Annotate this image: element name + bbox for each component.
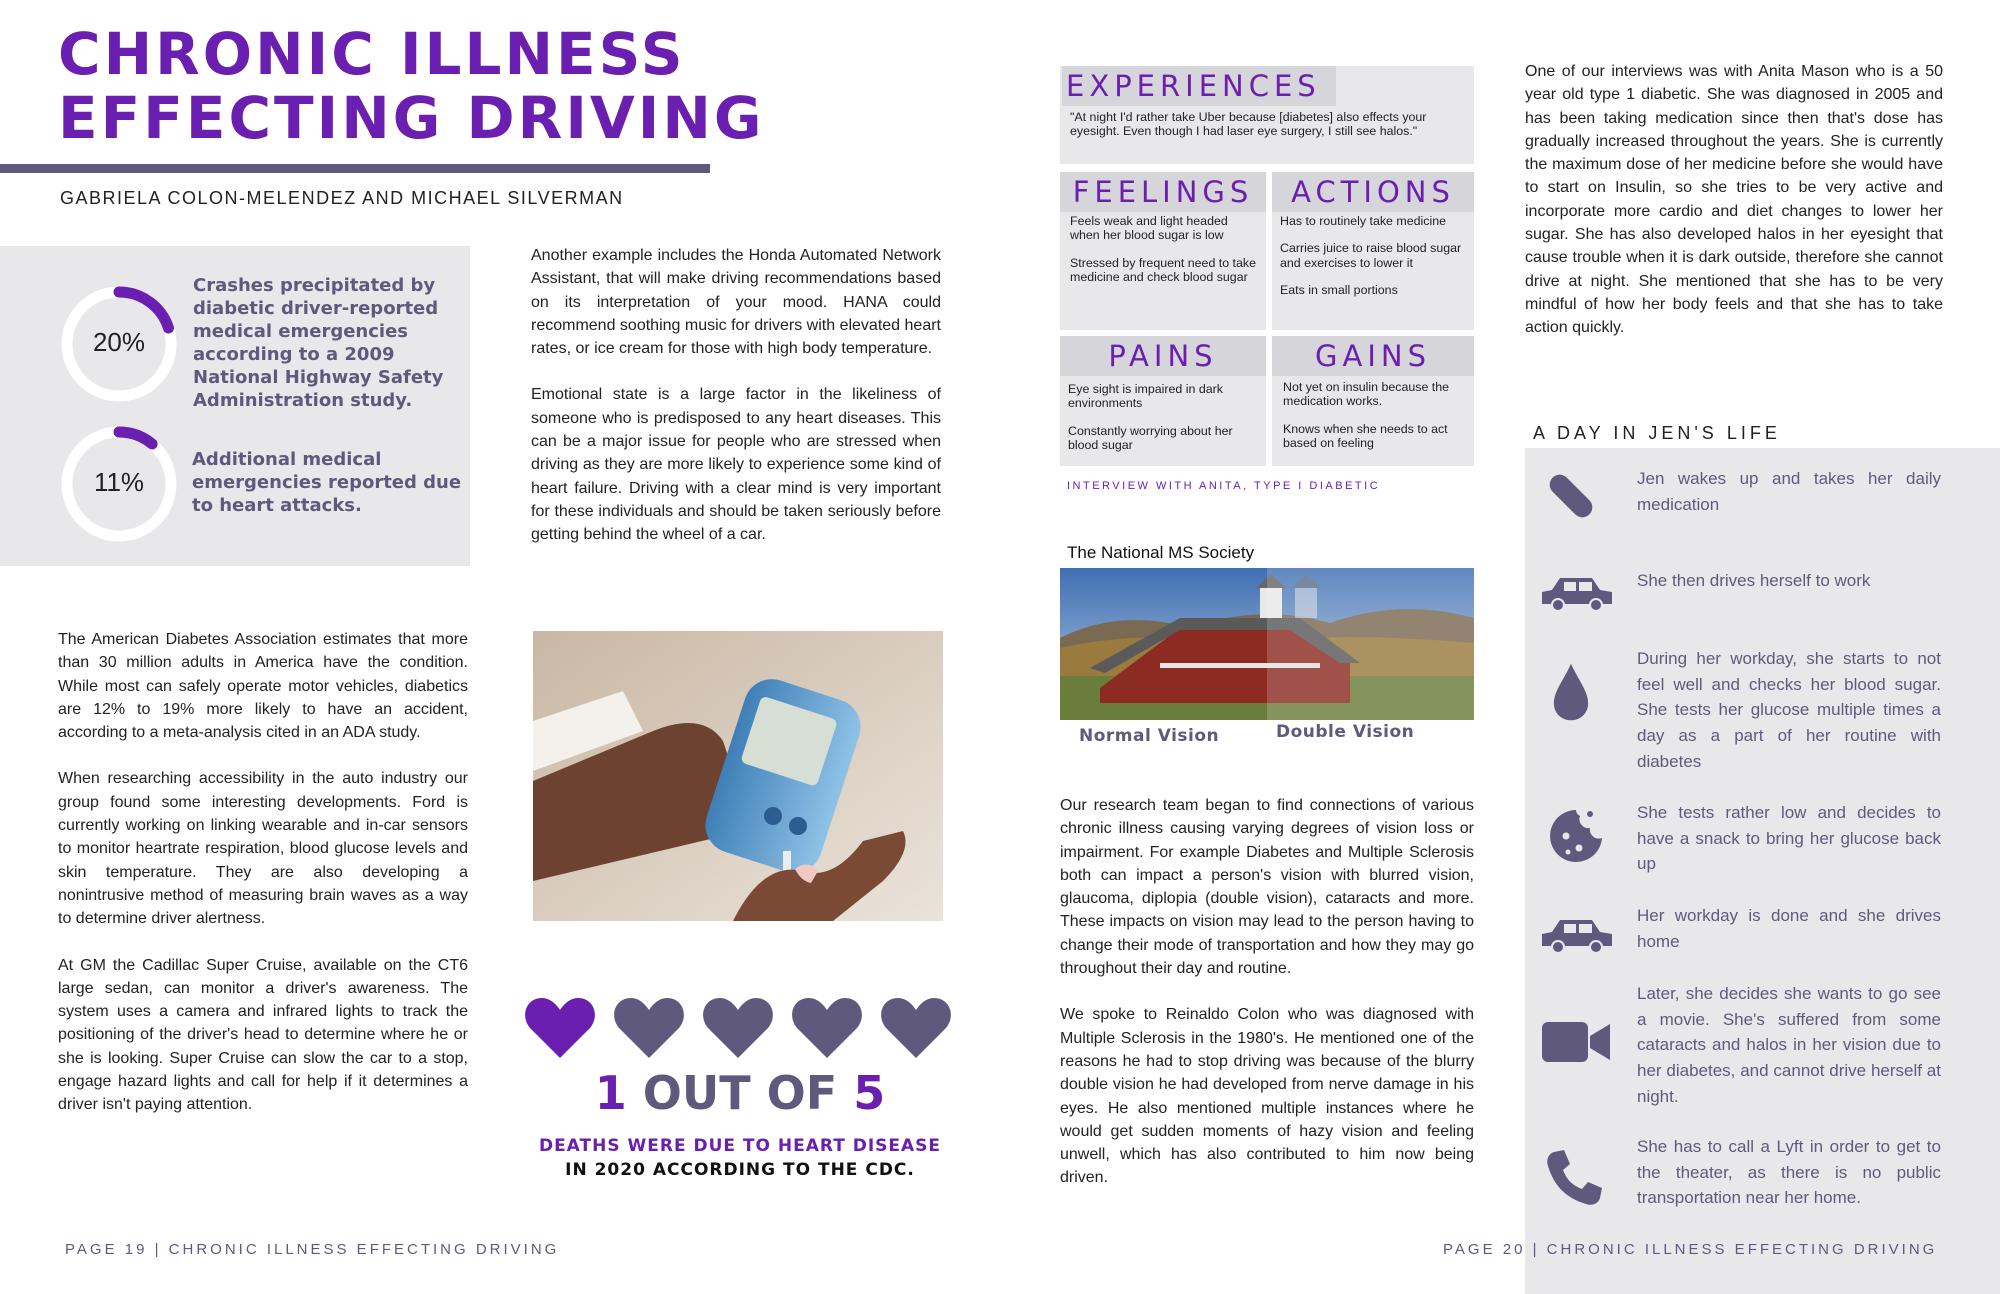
day-item-text-3: During her workday, she starts to not feel well and checks her blood sugar. She tests her glucose multiple times a day as a part of her routine with diabetes xyxy=(1637,649,1941,771)
actions-item: Carries juice to raise blood sugar and exercises to lower it xyxy=(1280,241,1462,270)
actions-item: Eats in small portions xyxy=(1280,282,1398,297)
stat-text-2: Additional medical emergencies reported due to heart attacks. xyxy=(192,449,462,516)
pains-item: Eye sight is impaired in dark environments xyxy=(1068,382,1223,411)
paragraph: When researching accessibility in the auto industry our group found some interesting developments. Ford is currently working on linking wearable and in-car sensors to monitor heartrate respiration, blood glucose levels and skin temperature. They are also developing a nonintrusive method of measuring brain waves as a way to determine driver alertness. xyxy=(58,770,468,928)
pains-item: Constantly worrying about her blood sugar xyxy=(1068,423,1233,452)
day-item-text-1: Jen wakes up and takes her daily medication xyxy=(1637,469,1941,514)
title-line-1: CHRONIC ILLNESS xyxy=(58,20,686,88)
heart-empty-icon xyxy=(614,998,684,1058)
footer-left: PAGE 19 | CHRONIC ILLNESS EFFECTING DRIVING xyxy=(65,1241,560,1258)
car-icon xyxy=(1538,902,1616,962)
day-item-text-5: Her workday is done and she drives home xyxy=(1637,906,1941,951)
paragraph: One of our interviews was with Anita Mason who is a 50 year old type 1 diabetic. She was diagnosed in 2005 and has been taking medication since then that's dose has gradually increased throughout the years. She is currently the maximum dose of her medicine before she would have to start on Insulin, so she tries to be very active and incorporate more cardio and diet changes to lower her sugar. She has also developed halos in her eyesight that cause trouble when it is dark outside, therefore she cannot drive at night. She mentioned that she has to be very mindful of how her body feels and that she has to take action quickly. xyxy=(1525,63,1943,337)
pains-heading: PAINS xyxy=(1060,336,1266,376)
heart-empty-icon xyxy=(792,998,862,1058)
heart-empty-icon xyxy=(703,998,773,1058)
footer-right: PAGE 20 | CHRONIC ILLNESS EFFECTING DRIVING xyxy=(1443,1241,1938,1258)
day-in-life-title: A DAY IN JEN'S LIFE xyxy=(1533,423,1781,443)
experiences-text: "At night I'd rather take Uber because [diabetes] also effects your eyesight. Even though I had laser eye surgery, I still see halos." xyxy=(1070,110,1427,139)
stat-numerator: 1 xyxy=(594,1066,627,1120)
heart-disease-stat xyxy=(520,1066,960,1120)
gains-text xyxy=(1283,380,1469,463)
title-divider xyxy=(0,164,710,173)
feelings-item: Stressed by frequent need to take medicine and check blood sugar xyxy=(1070,255,1256,284)
hearts-rating xyxy=(524,994,954,1060)
left-column-text xyxy=(58,628,468,1140)
phone-icon xyxy=(1544,1148,1604,1208)
gains-item: Not yet on insulin because the medication works. xyxy=(1283,380,1450,409)
car-icon xyxy=(1538,560,1616,620)
double-vision-label: Double Vision xyxy=(1276,722,1415,742)
paragraph: Our research team began to find connections of various chronic illness causing varying degrees of vision loss or impairment. For example Diabetes and Multiple Sclerosis both can impact a person's vision with blurred vision, glaucoma, diplopia (double vision), cataracts and more. These impacts on vision may lead to the person having to change their mode of transportation and how they may go throughout their day and routine. xyxy=(1060,797,1474,978)
feelings-item: Feels weak and light headed when her blood sugar is low xyxy=(1070,214,1228,243)
right-center-column-text xyxy=(1060,794,1474,1213)
experiences-heading: EXPERIENCES xyxy=(1062,66,1336,106)
gains-item: Knows when she needs to act based on feeling xyxy=(1283,421,1448,450)
cookie-icon xyxy=(1546,806,1606,866)
stat-value-1: 20% xyxy=(92,327,146,357)
glucose-meter-photo xyxy=(533,631,943,921)
stat-middle-text: OUT OF xyxy=(626,1066,854,1120)
heart-filled-icon xyxy=(525,998,595,1058)
feelings-text xyxy=(1070,214,1260,297)
barn-vision-photo xyxy=(1060,568,1474,720)
paragraph: Emotional state is a large factor in the likeliness of someone who is predisposed to any heart diseases. This can be a major issue for people who are stressed when driving as they are more likely to experience some kind of heart failure. Driving with a clear mind is very important for these individuals and should be taken seriously before getting behind the wheel of a car. xyxy=(531,386,941,544)
right-column-text xyxy=(1525,60,1943,363)
pill-icon xyxy=(1541,466,1601,526)
gains-heading: GAINS xyxy=(1272,336,1474,376)
actions-item: Has to routinely take medicine xyxy=(1280,214,1446,228)
ms-society-caption: The National MS Society xyxy=(1067,543,1255,562)
paragraph: The American Diabetes Association estimates that more than 30 million adults in America have the condition. While most can safely operate motor vehicles, diabetics are 12% to 19% more likely to have an accident, according to a meta-analysis cited in an ADA study. xyxy=(58,631,468,742)
day-item-text-2: She then drives herself to work xyxy=(1637,571,1871,590)
authors: GABRIELA COLON-MELENDEZ AND MICHAEL SILVERMAN xyxy=(60,188,624,208)
actions-heading: ACTIONS xyxy=(1272,172,1474,212)
actions-text xyxy=(1280,214,1470,310)
interview-caption: INTERVIEW WITH ANITA, TYPE I DIABETIC xyxy=(1067,480,1381,492)
middle-column-text xyxy=(531,244,941,570)
title-line-2: EFFECTING DRIVING xyxy=(58,84,765,152)
heart-disease-caption-1: DEATHS WERE DUE TO HEART DISEASE xyxy=(538,1136,942,1156)
stat-denominator: 5 xyxy=(853,1066,886,1120)
day-item-text-6: Later, she decides she wants to go see a movie. She's suffered from some cataracts and halos in her vision due to her diabetes, and cannot drive herself at night. xyxy=(1637,984,1941,1106)
pains-text xyxy=(1068,382,1262,465)
paragraph: At GM the Cadillac Super Cruise, available on the CT6 large sedan, can monitor a driver's awareness. The system uses a camera and infrared lights to track the positioning of the driver's head to determine where he or she is looking. Super Cruise can slow the car to a stop, engage hazard lights and call for help if it determines a driver isn't paying attention. xyxy=(58,956,468,1114)
day-item-text-4: She tests rather low and decides to have a snack to bring her glucose back up xyxy=(1637,803,1941,874)
blood-drop-icon xyxy=(1549,662,1593,722)
heart-disease-caption-2: IN 2020 ACCORDING TO THE CDC. xyxy=(565,1160,915,1180)
normal-vision-label: Normal Vision xyxy=(1079,726,1220,746)
heart-empty-icon xyxy=(881,998,951,1058)
paragraph: Another example includes the Honda Automated Network Assistant, that will make driving recommendations based on its interpretation of your mood. HANA could recommend soothing music for drivers with elevated heart rates, or ice cream for those with high body temperature. xyxy=(531,247,941,358)
stat-value-2: 11% xyxy=(93,467,145,497)
day-item-text-7: She has to call a Lyft in order to get to the theater, as there is no public transportation near her home. xyxy=(1637,1137,1941,1208)
feelings-heading: FEELINGS xyxy=(1060,172,1266,212)
video-camera-icon xyxy=(1540,1012,1612,1072)
stat-text-1: Crashes precipitated by diabetic driver-reported medical emergencies according to a 2009 National Highway Safety Administration study. xyxy=(193,275,444,411)
page-title xyxy=(58,22,765,150)
paragraph: We spoke to Reinaldo Colon who was diagnosed with Multiple Sclerosis in the 1980's. He mentioned one of the reasons he had to stop driving was because of the blurry double vision he had developed from nerve damage in his eyes. He also mentioned multiple instances where he would get sudden moments of hazy vision and feeling unwell, which has also contributed to him now being driven. xyxy=(1060,1006,1474,1187)
